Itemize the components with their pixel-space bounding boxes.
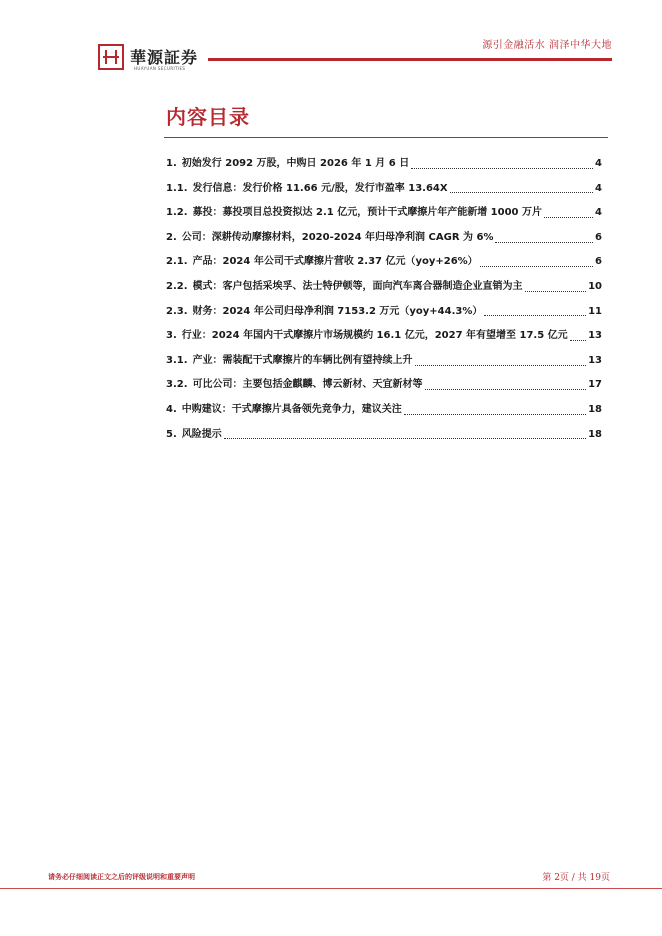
toc-entry-text: 发行信息：发行价格 11.66 元/股，发行市盈率 13.64X — [192, 182, 448, 194]
toc-entry-text: 产品：2024 年公司干式摩擦片营收 2.37 亿元（yoy+26%） — [192, 256, 478, 268]
toc-entry-page: 18 — [588, 403, 602, 415]
toc-title: 内容目录 — [166, 105, 250, 129]
toc-entry[interactable] — [166, 250, 602, 275]
footer-page-number: 第 2页 / 共 19页 — [542, 873, 610, 883]
toc-entry-page: 17 — [588, 379, 602, 391]
toc-entry-page: 18 — [588, 428, 602, 440]
toc-entry[interactable] — [166, 300, 602, 325]
toc-entry-page: 13 — [588, 354, 602, 366]
header-divider — [208, 58, 612, 61]
toc-entry[interactable] — [166, 349, 602, 374]
toc-leader-dots — [544, 217, 593, 218]
toc-entry-number: 2.1. — [166, 256, 188, 268]
toc-entry[interactable] — [166, 201, 602, 226]
toc-entry-number: 1.1. — [166, 182, 188, 194]
toc-entry-number: 5. — [166, 428, 177, 440]
table-of-contents — [166, 152, 602, 447]
toc-entry-page: 4 — [595, 182, 602, 194]
toc-entry-text: 产业：需装配干式摩擦片的车辆比例有望持续上升 — [192, 354, 413, 366]
toc-entry-page: 10 — [588, 280, 602, 292]
toc-entry-text: 行业：2024 年国内干式摩擦片市场规模约 16.1 亿元，2027 年有望增至 17.5 亿元 — [181, 330, 568, 342]
toc-leader-dots — [570, 340, 586, 341]
toc-title-divider — [164, 137, 608, 138]
toc-entry[interactable] — [166, 275, 602, 300]
toc-leader-dots — [525, 291, 587, 292]
toc-entry-text: 财务：2024 年公司归母净利润 7153.2 万元（yoy+44.3%） — [192, 305, 483, 317]
toc-entry-number: 3.1. — [166, 354, 188, 366]
toc-entry-text: 风险提示 — [181, 428, 222, 440]
toc-entry-page: 4 — [595, 207, 602, 219]
toc-leader-dots — [480, 266, 593, 267]
toc-entry[interactable] — [166, 324, 602, 349]
toc-entry-number: 2.2. — [166, 280, 188, 292]
toc-leader-dots — [411, 168, 593, 169]
toc-entry-page: 4 — [595, 158, 602, 169]
toc-leader-dots — [495, 242, 593, 243]
header-slogan: 源引金融活水 润泽中华大地 — [482, 40, 612, 51]
toc-entry-number: 2.3. — [166, 305, 188, 317]
toc-entry-text: 募投：募投项目总投资拟达 2.1 亿元，预计干式摩擦片年产能新增 1000 万片 — [192, 207, 542, 219]
toc-entry-number: 4. — [166, 403, 177, 415]
toc-entry-page: 11 — [588, 305, 602, 317]
toc-entry-text: 中购建议：干式摩擦片具备领先竞争力，建议关注 — [181, 403, 402, 415]
toc-entry[interactable] — [166, 177, 602, 202]
page-header — [0, 0, 662, 80]
toc-entry[interactable] — [166, 152, 602, 177]
toc-entry-number: 2. — [166, 231, 177, 243]
toc-entry-text: 模式：客户包括采埃孚、法士特伊顿等，面向汽车离合器制造企业直销为主 — [192, 280, 523, 292]
toc-entry-text: 初始发行 2092 万股，中购日 2026 年 1 月 6 日 — [181, 158, 410, 169]
toc-entry-page: 6 — [595, 256, 602, 268]
toc-entry-text: 公司：深耕传动摩擦材料，2020-2024 年归母净利润 CAGR 为 6% — [181, 231, 494, 243]
toc-entry[interactable] — [166, 398, 602, 423]
toc-entry-number: 3.2. — [166, 379, 188, 391]
toc-leader-dots — [450, 192, 593, 193]
footer-divider — [0, 888, 662, 889]
toc-entry-text: 可比公司：主要包括金麒麟、博云新材、天宜新材等 — [192, 379, 423, 391]
footer-disclaimer: 请务必仔细阅读正文之后的评级说明和重要声明 — [48, 873, 195, 881]
toc-leader-dots — [224, 438, 586, 439]
toc-entry-page: 6 — [595, 231, 602, 243]
toc-leader-dots — [415, 365, 587, 366]
toc-entry[interactable] — [166, 423, 602, 448]
logo-name: 華源証券 — [130, 48, 199, 67]
toc-leader-dots — [425, 389, 587, 390]
logo-icon — [98, 44, 124, 70]
toc-entry[interactable] — [166, 373, 602, 398]
logo-subtitle: HUAYUAN SECURITIES — [134, 66, 186, 71]
toc-entry-number: 1.2. — [166, 207, 188, 219]
toc-entry-number: 1. — [166, 158, 177, 169]
toc-leader-dots — [404, 414, 586, 415]
toc-entry-number: 3. — [166, 330, 177, 342]
toc-leader-dots — [484, 315, 586, 316]
toc-entry-page: 13 — [588, 330, 602, 342]
toc-entry[interactable] — [166, 226, 602, 251]
